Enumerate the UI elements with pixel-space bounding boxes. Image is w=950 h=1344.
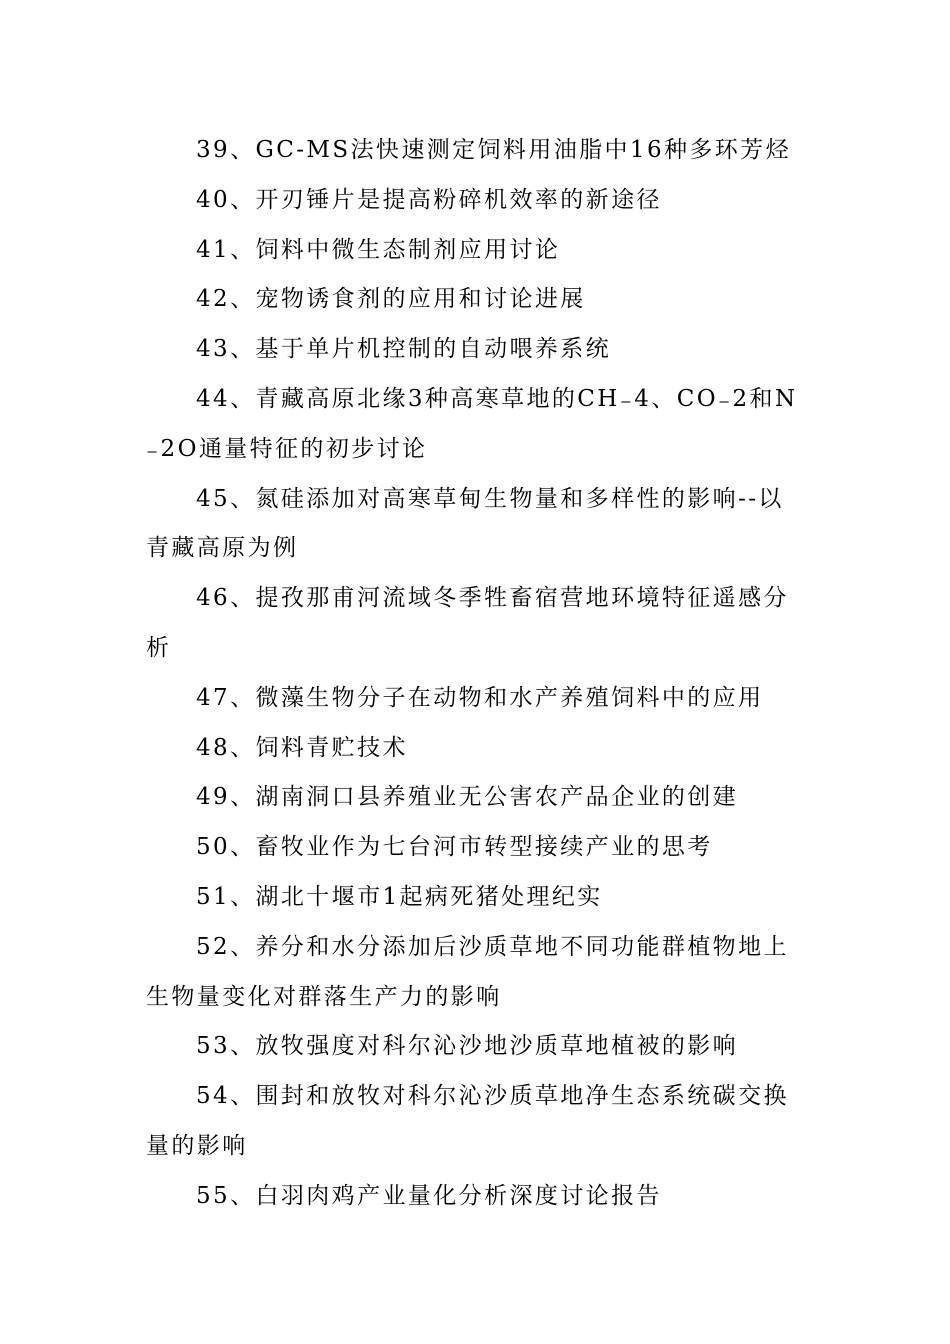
list-item: 48、饲料青贮技术 — [196, 734, 408, 761]
list-item: 45、氮硅添加对高寒草甸生物量和多样性的影响--以青藏高原为例 — [146, 485, 784, 562]
list-item: 41、饲料中微生态制剂应用讨论 — [196, 236, 561, 263]
list-item: 54、围封和放牧对科尔沁沙质草地净生态系统碳交换量的影响 — [146, 1083, 789, 1159]
list-item: 53、放牧强度对科尔沁沙地沙质草地植被的影响 — [196, 1033, 739, 1060]
list-item: 50、畜牧业作为七台河市转型接续产业的思考 — [196, 834, 713, 861]
list-item: 44、青藏高原北缘3种高寒草地的CH₋4、CO₋2和N₋2O通量特征的初步讨论 — [146, 385, 798, 462]
list-item: 49、湖南洞口县养殖业无公害农产品企业的创建 — [196, 784, 739, 811]
list-item: 40、开刃锤片是提高粉碎机效率的新途径 — [196, 186, 662, 213]
list-item: 46、提孜那甫河流域冬季牲畜宿营地环境特征遥感分析 — [146, 585, 789, 661]
list-item: 39、GC-MS法快速测定饲料用油脂中16种多环芳烃 — [196, 137, 791, 163]
article-list — [146, 126, 804, 1222]
list-item: 43、基于单片机控制的自动喂养系统 — [196, 336, 612, 363]
list-item: 47、微藻生物分子在动物和水产养殖饲料中的应用 — [196, 684, 764, 711]
list-item: 52、养分和水分添加后沙质草地不同功能群植物地上生物量变化对群落生产力的影响 — [146, 933, 789, 1010]
list-item: 51、湖北十堰市1起病死猪处理纪实 — [196, 883, 603, 910]
list-item: 42、宠物诱食剂的应用和讨论进展 — [196, 286, 586, 313]
list-item: 55、白羽肉鸡产业量化分析深度讨论报告 — [196, 1182, 662, 1209]
